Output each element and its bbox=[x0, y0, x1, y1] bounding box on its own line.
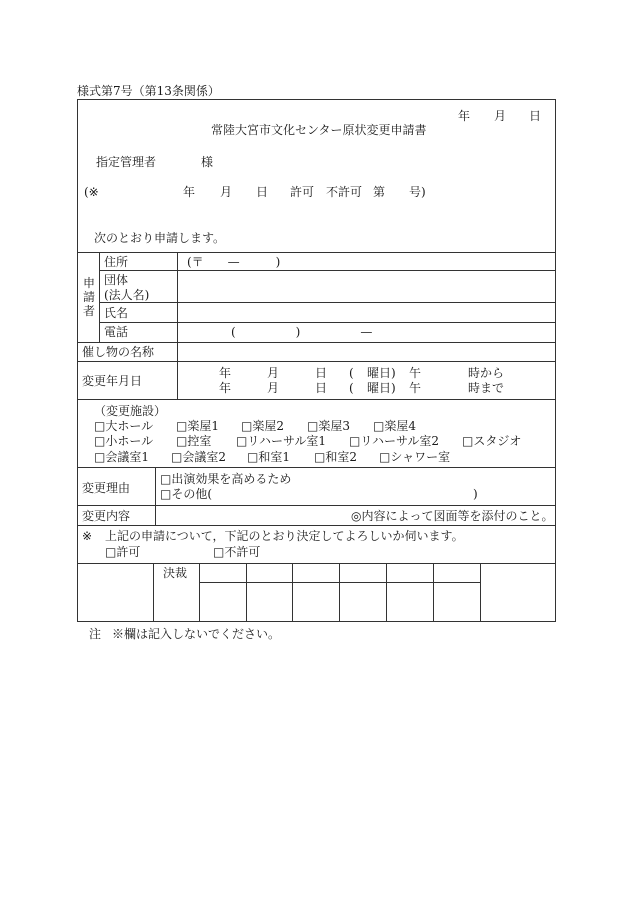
address-row-divider bbox=[99, 270, 556, 271]
reason-option-other[interactable]: □その他( bbox=[160, 487, 213, 501]
content-note: ◎内容によって図面等を添付のこと。 bbox=[351, 509, 554, 523]
decision-left-divider bbox=[153, 563, 154, 622]
change-date-r1-paren: ( bbox=[349, 366, 354, 380]
reason-label-divider bbox=[155, 467, 156, 525]
change-date-r2-month: 月 bbox=[267, 381, 280, 395]
approval-not-permit-checkbox[interactable]: □不許可 bbox=[213, 545, 261, 559]
event-row-divider bbox=[77, 361, 556, 362]
facility-rehearsal-room-1[interactable]: □リハーサル室1 bbox=[236, 434, 327, 448]
change-date-r2-ampm: 午 bbox=[409, 381, 422, 395]
addressee-label: 指定管理者 bbox=[96, 155, 157, 169]
facility-conference-room-2[interactable]: □会議室2 bbox=[171, 450, 226, 464]
facility-small-hall[interactable]: □小ホール bbox=[94, 434, 154, 448]
footer-note-text: ※欄は記入しないでください。 bbox=[112, 627, 281, 641]
applicant-char-2: 請 bbox=[82, 290, 95, 304]
content-label: 変更内容 bbox=[82, 509, 131, 523]
event-name-label: 催し物の名称 bbox=[82, 345, 155, 359]
change-date-r1-month: 月 bbox=[267, 366, 280, 380]
applicant-label-divider bbox=[177, 252, 178, 399]
decision-col-1 bbox=[246, 563, 247, 622]
date-month-label: 月 bbox=[494, 109, 507, 123]
facility-dressing-room-2[interactable]: □楽屋2 bbox=[241, 419, 284, 433]
form-number-label: 様式第7号（第13条関係） bbox=[77, 84, 220, 98]
change-date-r1-weekday: 曜日) bbox=[367, 366, 396, 380]
applicant-group-label bbox=[82, 276, 96, 318]
change-date-r1-from: 時から bbox=[468, 366, 505, 380]
approval-mark: ※ bbox=[82, 529, 93, 543]
applicant-bottom-divider bbox=[77, 342, 556, 343]
approval-permit-checkbox[interactable]: □許可 bbox=[105, 545, 141, 559]
decision-col-6 bbox=[480, 563, 481, 622]
facility-conference-room-1[interactable]: □会議室1 bbox=[94, 450, 149, 464]
organization-label-line2: (法人名) bbox=[104, 288, 150, 302]
address-field[interactable]: (〒 — ) bbox=[187, 255, 281, 269]
phone-label: 電話 bbox=[104, 325, 129, 339]
date-day-label: 日 bbox=[529, 109, 542, 123]
applicant-group-divider bbox=[99, 252, 100, 342]
facility-japanese-room-2[interactable]: □和室2 bbox=[314, 450, 357, 464]
organization-row-divider bbox=[99, 302, 556, 303]
change-date-label: 変更年月日 bbox=[82, 374, 143, 388]
decision-label-divider bbox=[199, 563, 200, 622]
change-date-divider bbox=[77, 399, 556, 400]
facility-rehearsal-room-2[interactable]: □リハーサル室2 bbox=[349, 434, 440, 448]
facility-large-hall[interactable]: □大ホール bbox=[94, 419, 154, 433]
phone-field[interactable]: ( ) — bbox=[231, 325, 373, 339]
permit-ref-not-permit: 不許可 bbox=[326, 185, 363, 199]
facility-dressing-room-1[interactable]: □楽屋1 bbox=[176, 419, 219, 433]
permit-ref-year: 年 bbox=[183, 185, 196, 199]
intro-text: 次のとおり申請します。 bbox=[94, 231, 226, 245]
change-date-r2-until: 時まで bbox=[468, 381, 505, 395]
applicant-char-1: 申 bbox=[82, 276, 95, 290]
facilities-label: （変更施設） bbox=[94, 404, 167, 418]
change-date-r1-year: 年 bbox=[219, 366, 232, 380]
organization-label-line1: 団体 bbox=[104, 273, 129, 287]
reason-other-close-paren: ) bbox=[473, 487, 478, 501]
decision-col-4 bbox=[386, 563, 387, 622]
facility-shower-room[interactable]: □シャワー室 bbox=[379, 450, 451, 464]
facility-waiting-room[interactable]: □控室 bbox=[176, 434, 212, 448]
facility-dressing-room-4[interactable]: □楽屋4 bbox=[373, 419, 416, 433]
reason-divider bbox=[77, 505, 556, 506]
facility-japanese-room-1[interactable]: □和室1 bbox=[247, 450, 290, 464]
change-date-r2-paren: ( bbox=[349, 381, 354, 395]
permit-ref-day: 日 bbox=[256, 185, 269, 199]
facilities-divider bbox=[77, 467, 556, 468]
name-label: 氏名 bbox=[104, 306, 129, 320]
permit-ref-go: 号) bbox=[409, 185, 426, 199]
permit-ref-open: (※ bbox=[84, 185, 99, 199]
name-row-divider bbox=[99, 322, 556, 323]
change-date-r1-ampm: 午 bbox=[409, 366, 422, 380]
change-date-r1-day: 日 bbox=[315, 366, 328, 380]
change-date-r2-year: 年 bbox=[219, 381, 232, 395]
reason-label: 変更理由 bbox=[82, 481, 131, 495]
change-date-r2-weekday: 曜日) bbox=[367, 381, 396, 395]
approval-statement: 上記の申請について，下記のとおり決定してよろしいか伺います。 bbox=[105, 529, 464, 543]
date-year-label: 年 bbox=[458, 109, 471, 123]
permit-ref-dai: 第 bbox=[373, 185, 386, 199]
content-divider bbox=[77, 525, 556, 526]
footer-note-prefix: 注 bbox=[89, 627, 102, 641]
applicant-char-3: 者 bbox=[82, 304, 95, 318]
decision-col-2 bbox=[292, 563, 293, 622]
facility-dressing-room-3[interactable]: □楽屋3 bbox=[307, 419, 350, 433]
decision-label: 決裁 bbox=[163, 566, 188, 580]
reason-option-performance[interactable]: □出演効果を高めるため bbox=[160, 472, 292, 486]
facility-studio[interactable]: □スタジオ bbox=[462, 434, 522, 448]
permit-ref-permit: 許可 bbox=[290, 185, 315, 199]
change-date-r2-day: 日 bbox=[315, 381, 328, 395]
address-label: 住所 bbox=[104, 255, 129, 269]
header-divider bbox=[77, 252, 556, 253]
permit-ref-month: 月 bbox=[220, 185, 233, 199]
form-title: 常陸大宮市文化センター原状変更申請書 bbox=[211, 123, 427, 137]
addressee-honorific: 様 bbox=[201, 155, 214, 169]
decision-col-3 bbox=[339, 563, 340, 622]
decision-col-5 bbox=[433, 563, 434, 622]
approval-divider bbox=[77, 563, 556, 564]
